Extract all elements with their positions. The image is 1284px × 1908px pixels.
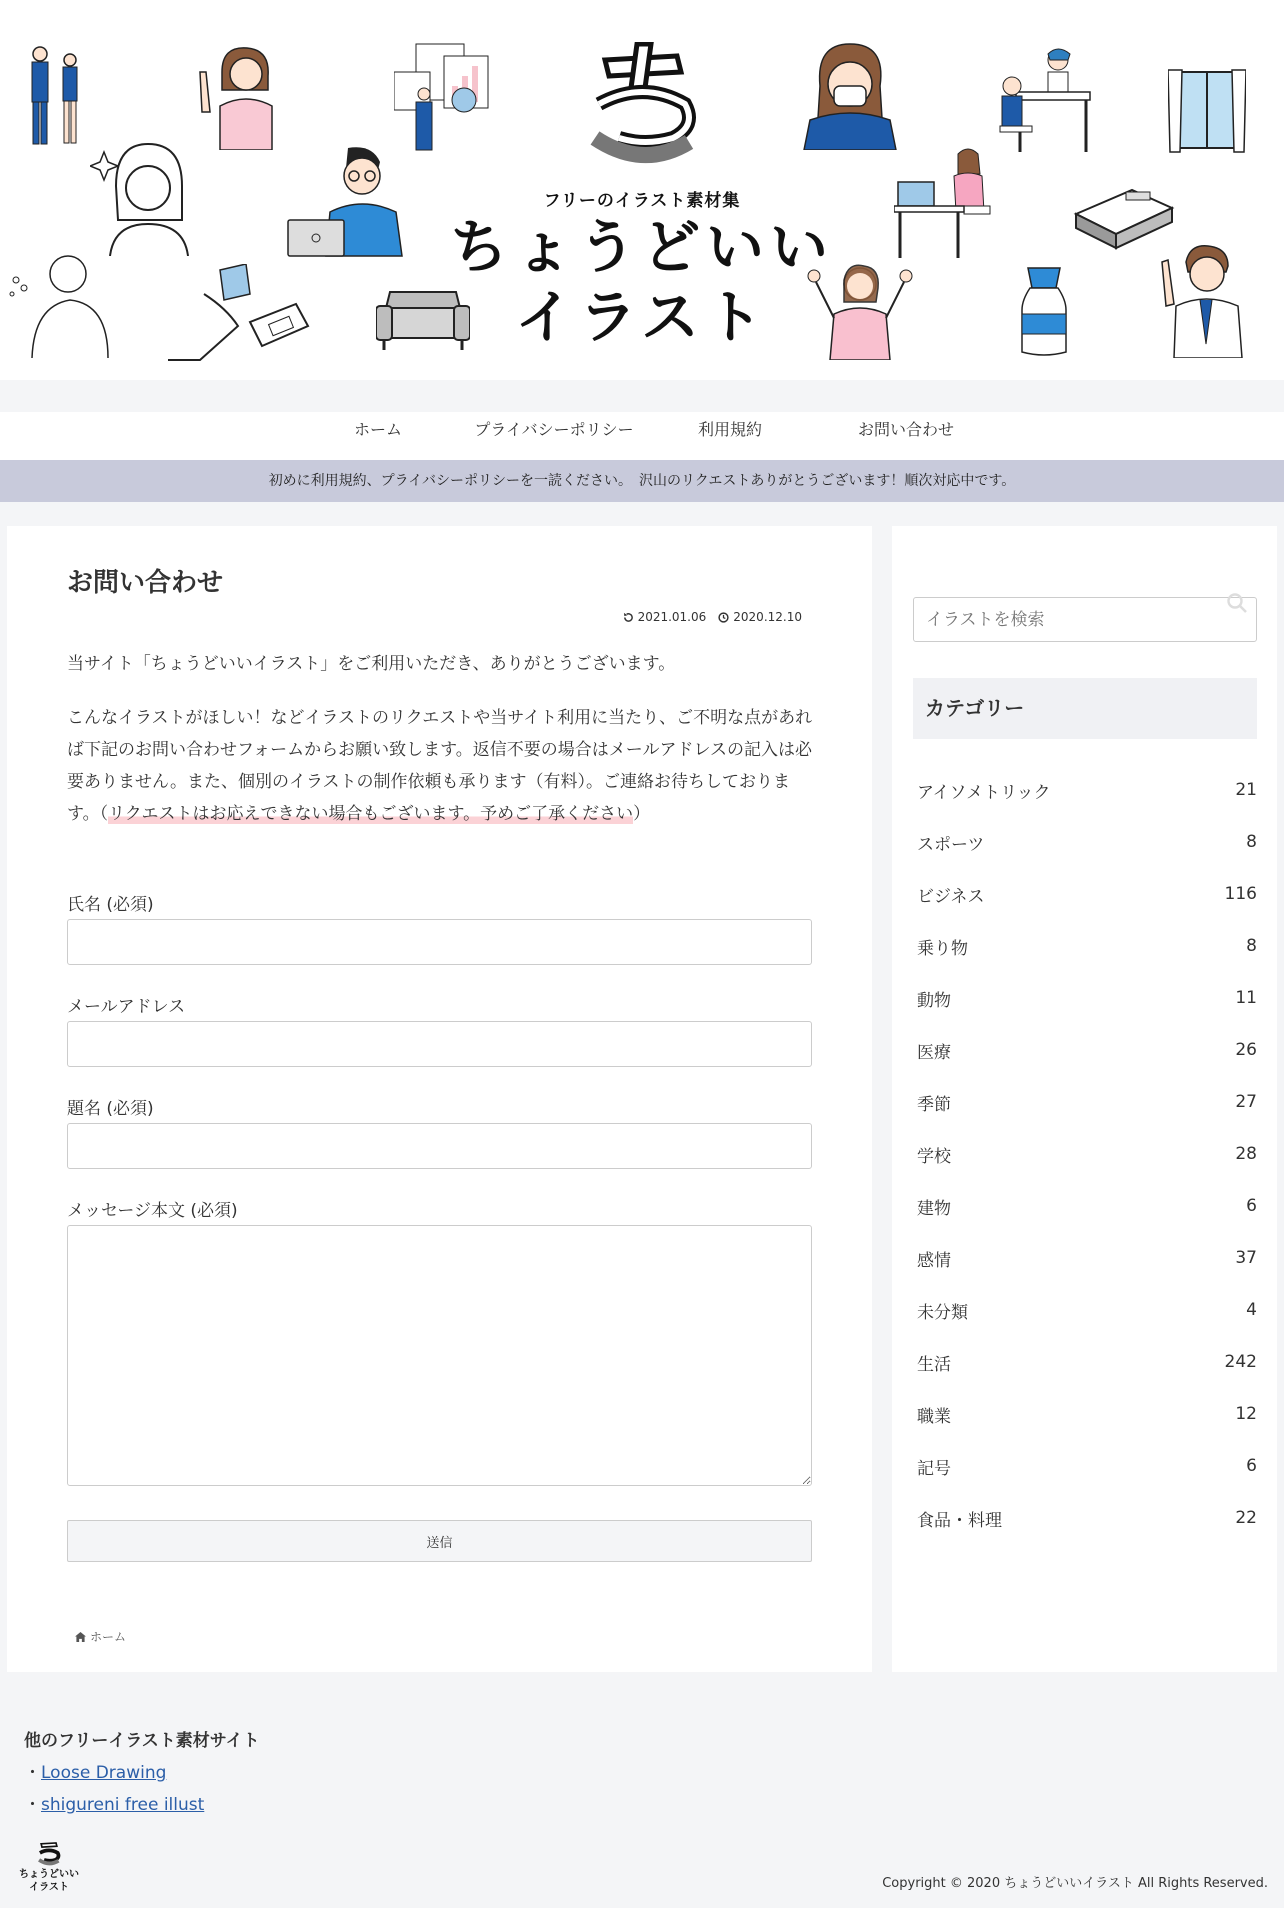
intro-text-end: ）: [633, 804, 651, 824]
category-name: 学校: [917, 1146, 951, 1167]
notice-bar[interactable]: 初めに利用規約、プライバシーポリシーを一読ください。 沢山のリクエストありがとうございます！順次対応中です。: [0, 460, 1284, 502]
logo-chi-icon: [585, 42, 701, 172]
site-footer: [0, 1692, 1284, 1908]
business-people-illustration: [26, 44, 86, 149]
category-name: 記号: [917, 1458, 951, 1479]
published-date-text: 2020.12.10: [733, 610, 802, 624]
category-item[interactable]: [917, 764, 1257, 816]
category-name: 感情: [917, 1250, 951, 1271]
nav-item-terms[interactable]: 利用規約: [697, 420, 762, 439]
category-count: 116: [1224, 884, 1257, 904]
request-note-highlight: リクエストはお応えできない場合もございます。予めご了承ください: [108, 804, 634, 824]
category-name: 動物: [917, 990, 951, 1011]
category-name: 未分類: [917, 1302, 968, 1323]
nurse-illustration: [192, 42, 288, 150]
other-site-item-1: [24, 1758, 166, 1783]
category-item[interactable]: [917, 920, 1257, 972]
breadcrumb: [75, 1628, 126, 1645]
category-item[interactable]: [917, 1388, 1257, 1440]
other-site-item-2: [24, 1790, 204, 1815]
update-icon: [623, 612, 634, 623]
loose-drawing-link[interactable]: Loose Drawing: [41, 1763, 167, 1783]
nav-item-home[interactable]: ホーム: [353, 420, 402, 439]
child-desk-illustration: [996, 44, 1092, 154]
home-icon: [75, 1632, 86, 1642]
woman-mask-illustration: [800, 40, 900, 150]
category-name: 季節: [917, 1094, 951, 1115]
category-name: 建物: [917, 1198, 951, 1219]
category-item[interactable]: [917, 1336, 1257, 1388]
chart-presentation-illustration: [394, 42, 490, 152]
category-item[interactable]: [917, 1024, 1257, 1076]
page-title: お問い合わせ: [67, 568, 224, 598]
category-item[interactable]: [917, 868, 1257, 920]
category-count: 22: [1235, 1508, 1257, 1528]
site-title-line1: ちょうどいい: [449, 213, 834, 281]
other-sites-heading: 他のフリーイラスト素材サイト: [24, 1731, 260, 1751]
footer-logo-line2: イラスト: [29, 1882, 69, 1893]
category-name: 医療: [917, 1042, 951, 1063]
footer-logo[interactable]: [14, 1840, 84, 1894]
category-count: 37: [1235, 1248, 1257, 1268]
category-count: 11: [1235, 988, 1257, 1008]
category-name: ビジネス: [917, 886, 985, 907]
nav-item-privacy-policy[interactable]: プライバシーポリシー: [474, 420, 634, 439]
intro-paragraph-2: [67, 702, 813, 830]
post-dates: [623, 610, 802, 624]
search-input[interactable]: [913, 597, 1257, 642]
category-name: スポーツ: [917, 834, 985, 855]
category-item[interactable]: [917, 816, 1257, 868]
category-count: 8: [1246, 832, 1257, 852]
category-heading: カテゴリー: [913, 678, 1257, 739]
category-count: 21: [1235, 780, 1257, 800]
window-illustration: [1168, 68, 1246, 154]
category-item[interactable]: [917, 1232, 1257, 1284]
message-textarea[interactable]: [67, 1225, 812, 1486]
category-count: 27: [1235, 1092, 1257, 1112]
category-count: 4: [1246, 1300, 1257, 1320]
category-list: [917, 764, 1257, 1544]
bullet: ・: [24, 1763, 41, 1783]
category-count: 6: [1246, 1196, 1257, 1216]
category-count: 6: [1246, 1456, 1257, 1476]
category-count: 26: [1235, 1040, 1257, 1060]
clock-icon: [718, 612, 729, 623]
intro-text: こんなイラストがほしい！などイラストのリクエストや当サイト利用に当たり、ご不明な点があれば下記のお問い合わせフォームからお願い致します。返信不要の場合はメールアドレスの記入は必要ありません。また、個別のイラストの制作依頼も承ります（有料）。ご連絡お待ちしております。（: [67, 708, 813, 824]
email-input[interactable]: [67, 1021, 812, 1067]
global-nav: [0, 412, 1284, 460]
shigureni-link[interactable]: shigureni free illust: [41, 1795, 205, 1815]
category-item[interactable]: [917, 1128, 1257, 1180]
category-item[interactable]: [917, 1492, 1257, 1544]
email-label: メールアドレス: [67, 997, 186, 1017]
breadcrumb-home[interactable]: ホーム: [90, 1630, 127, 1644]
name-label: 氏名 (必須): [67, 895, 154, 915]
copyright: Copyright © 2020 ちょうどいいイラスト All Rights Reserved.: [882, 1876, 1268, 1891]
search-icon[interactable]: [1226, 592, 1248, 614]
category-count: 28: [1235, 1144, 1257, 1164]
main-content: [7, 526, 872, 1672]
submit-button[interactable]: 送信: [67, 1520, 812, 1562]
updated-date: [623, 610, 707, 624]
category-item[interactable]: [917, 1284, 1257, 1336]
category-name: 食品・料理: [917, 1510, 1002, 1531]
subject-label: 題名 (必須): [67, 1099, 154, 1119]
footer-logo-line1: ちょうどいい: [19, 1869, 79, 1880]
category-name: 乗り物: [917, 938, 968, 959]
message-label: メッセージ本文 (必須): [67, 1201, 238, 1221]
category-count: 12: [1235, 1404, 1257, 1424]
subject-input[interactable]: [67, 1123, 812, 1169]
footer-logo-text: [14, 1868, 84, 1894]
category-count: 242: [1224, 1352, 1257, 1372]
category-item[interactable]: [917, 1180, 1257, 1232]
site-title[interactable]: [0, 212, 1284, 352]
category-count: 8: [1246, 936, 1257, 956]
site-title-line2: イラスト: [514, 283, 770, 351]
updated-date-text: 2021.01.06: [637, 610, 707, 624]
bullet: ・: [24, 1795, 41, 1815]
sidebar: [892, 526, 1277, 1672]
site-tagline: フリーのイラスト素材集: [543, 191, 741, 211]
published-date: [718, 610, 802, 624]
nav-item-contact[interactable]: お問い合わせ: [857, 420, 954, 439]
category-name: 生活: [917, 1354, 951, 1375]
name-input[interactable]: [67, 919, 812, 965]
category-name: 職業: [917, 1406, 951, 1427]
site-header: [0, 0, 1284, 380]
logo-chi-icon: [37, 1840, 61, 1867]
category-item[interactable]: [917, 972, 1257, 1024]
category-item[interactable]: [917, 1440, 1257, 1492]
intro-paragraph-1: 当サイト「ちょうどいいイラスト」をご利用いただき、ありがとうございます。: [67, 654, 676, 674]
category-name: アイソメトリック: [917, 782, 1051, 803]
category-item[interactable]: [917, 1076, 1257, 1128]
